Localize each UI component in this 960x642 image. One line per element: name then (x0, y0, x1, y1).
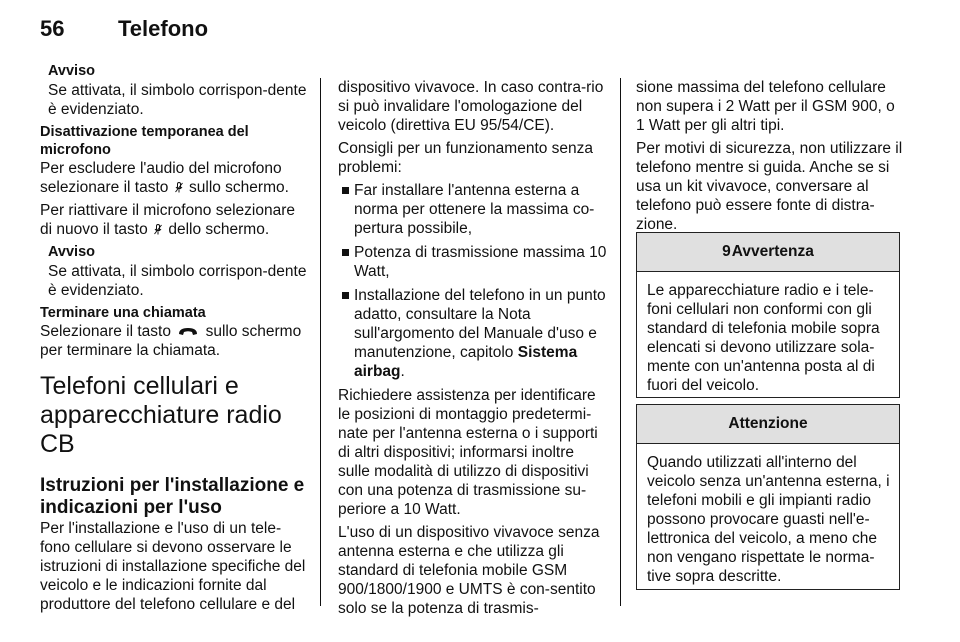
column-divider (620, 78, 621, 606)
warning-icon: 9 (722, 243, 731, 260)
end-call-heading: Terminare una chiamata (40, 305, 206, 321)
text: Selezionare il tasto (40, 323, 171, 340)
column-1 (40, 62, 308, 618)
column-divider (320, 78, 321, 606)
text: sullo schermo per terminare la chiamata. (40, 323, 302, 359)
note-2 (40, 243, 308, 300)
page-title: Telefono (118, 16, 209, 41)
sub-heading: Istruzioni per l'installazione e indicazioni per l'uso (40, 475, 305, 518)
note-title: Avviso (48, 63, 96, 79)
end-call-paragraph (40, 322, 308, 360)
caution-box (636, 404, 900, 590)
text: Per escludere l'audio del microfono selezionare il tasto (40, 160, 282, 196)
note-text: Se attivata, il simbolo corrispon-dente è evidenziato. (48, 263, 307, 299)
caution-box-title: Attenzione (637, 405, 899, 444)
list-item (338, 286, 608, 381)
text: Installazione del telefono in un punto adatto, consultare la Nota sull'argomento del Manuale d'uso e manutenzione, capitolo (354, 287, 606, 361)
warning-box-text: Le apparecchiature radio e i tele-foni cellulari non conformi con gli standard di telefonia mobile sopra elencati si devono utilizzare sola-mente con un'antenna posta al di fuori del veicolo. (647, 282, 880, 394)
section-heading: Telefoni cellulari e apparecchiature radio CB (40, 372, 282, 458)
text: . (400, 363, 405, 380)
note-title: Avviso (48, 244, 96, 260)
text: Per riattivare il microfono selezionare di nuovo il tasto (40, 202, 295, 238)
microphone-mute-icon (154, 224, 162, 235)
caution-box-text: Quando utilizzati all'interno del veicolo senza un'antenna esterna, i telefoni mobili e gli impianti radio possono provocare guasti nell'e-lettronica del veicolo, a meno che non vengano rispettate le norma-tive sopra descritte. (647, 454, 890, 585)
note-text: Se attivata, il simbolo corrispon-dente è evidenziato. (48, 82, 307, 118)
text: dello schermo. (168, 221, 270, 238)
mute-paragraph-1 (40, 159, 308, 197)
paragraph: Richiedere assistenza per identificare le posizioni di montaggio predetermi-nate per l'antenna esterna o i supporti di altri dispositivi; informarsi inoltre sulle modalità di utilizzo di dispositivi con una potenza di trasmissione su-periore a 10 Watt. (338, 387, 598, 518)
airbag-reference: Sistema airbag (354, 344, 578, 380)
warning-box-header (637, 233, 899, 272)
text: sullo schermo. (189, 179, 289, 196)
note-1 (40, 62, 308, 119)
warning-box (636, 232, 900, 398)
mute-paragraph-2 (40, 201, 308, 239)
column-2 (338, 78, 608, 622)
paragraph: Per motivi di sicurezza, non utilizzare il telefono mentre si guida. Anche se si usa un kit vivavoce, conversare al telefono può essere fonte di distra-zione. (636, 140, 903, 233)
paragraph: L'uso di un dispositivo vivavoce senza antenna esterna e che utilizza gli standard di telefonia mobile GSM 900/1800/1900 e UMTS è con-sentito solo se la potenza di trasmis- (338, 524, 600, 617)
page-number: 56 (40, 16, 65, 41)
bullet-list (338, 181, 608, 381)
paragraph: Consigli per un funzionamento senza problemi: (338, 140, 594, 176)
mute-heading: Disattivazione temporanea del microfono (40, 124, 249, 158)
paragraph: sione massima del telefono cellulare non supera i 2 Watt per il GSM 900, o 1 Watt per gli altri tipi. (636, 79, 895, 134)
column-3 (636, 78, 906, 238)
list-item: Potenza di trasmissione massima 10 Watt, (338, 243, 608, 281)
paragraph: dispositivo vivavoce. In caso contra-rio si può invalidare l'omologazione del veicolo (direttiva EU 95/54/CE). (338, 79, 604, 134)
microphone-mute-icon (175, 182, 183, 193)
hang-up-handset-icon (178, 326, 198, 337)
list-item: Far installare l'antenna esterna a norma per ottenere la massima co-pertura possibile, (338, 181, 608, 238)
warning-box-title: Avvertenza (731, 243, 814, 260)
install-paragraph: Per l'installazione e l'uso di un tele-fono cellulare si devono osservare le istruzioni di installazione specifiche del veicolo e le indicazioni fornite dal produttore del telefono cellulare e del (40, 520, 306, 613)
